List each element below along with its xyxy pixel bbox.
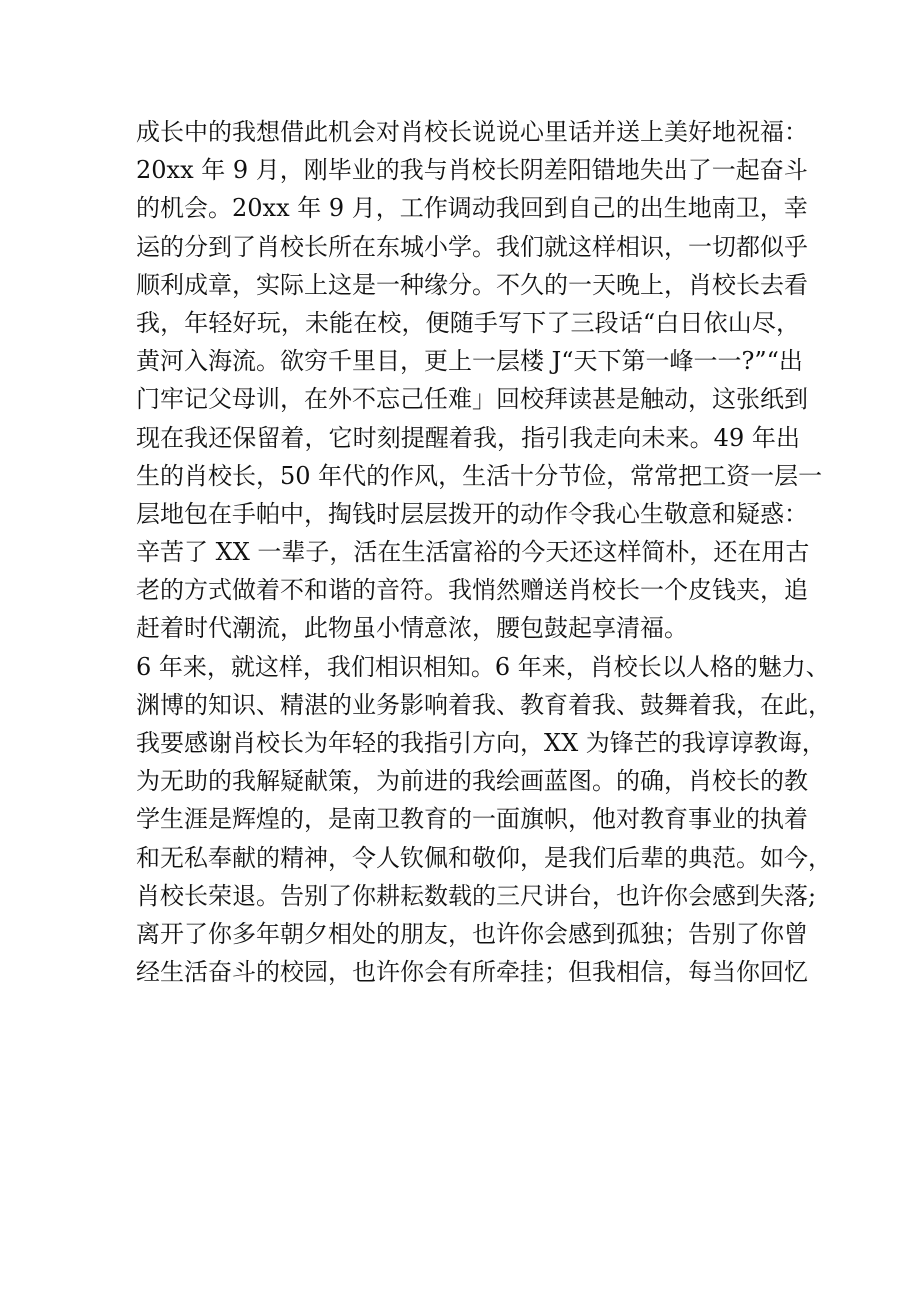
text-line: 学生涯是辉煌的，是南卫教育的一面旗帜，他对教育事业的执着 <box>136 805 808 834</box>
text-line: 赶着时代潮流，此物虽小情意浓，腰包鼓起享清福。 <box>136 614 688 643</box>
text-line: 门牢记父母训，在外不忘己任难」回校拜读甚是触动，这张纸到 <box>136 385 808 414</box>
text-line: 生的肖校长，50 年代的作风，生活十分节俭，常常把工资一层一 <box>136 461 823 490</box>
text-line: 老的方式做着不和谐的音符。我悄然赠送肖校长一个皮钱夹，追 <box>136 576 808 605</box>
text-line: 渊博的知识、精湛的业务影响着我、教育着我、鼓舞着我，在此， <box>136 690 832 719</box>
text-line: 6 年来，就这样，我们相识相知。6 年来，肖校长以人格的魅力、 <box>136 652 830 681</box>
text-line: 为无助的我解疑献策，为前进的我绘画蓝图。的确，肖校长的教 <box>136 767 808 796</box>
text-line: 肖校长荣退。告别了你耕耘数载的三尺讲台，也许你会感到失落; <box>136 881 817 910</box>
text-line: 辛苦了 XX 一辈子，活在生活富裕的今天还这样简朴，还在用古 <box>136 538 810 567</box>
text-line: 现在我还保留着，它时刻提醒着我，指引我走向未来。49 年出 <box>136 423 800 452</box>
text-line: 我要感谢肖校长为年轻的我指引方向，XX 为锋芒的我谆谆教诲， <box>136 729 826 757</box>
text-line: 20xx 年 9 月，刚毕业的我与肖校长阴差阳错地失出了一起奋斗 <box>136 156 808 185</box>
text-line: 顺利成章，实际上这是一种缘分。不久的一天晚上，肖校长去看 <box>136 270 808 299</box>
text-line: 经生活奋斗的校园，也许你会有所牵挂；但我相信，每当你回忆 <box>136 958 808 987</box>
text-line: 离开了你多年朝夕相处的朋友，也许你会感到孤独；告别了你曾 <box>136 919 808 948</box>
text-line: 成长中的我想借此机会对肖校长说说心里话并送上美好地祝福： <box>136 118 808 146</box>
text-line: 我，年轻好玩，未能在校，便随手写下了三段话“白日依山尽， <box>136 308 800 337</box>
text-line: 运的分到了肖校长所在东城小学。我们就这样相识，一切都似乎 <box>136 232 808 261</box>
text-line: 黄河入海流。欲穷千里目，更上一层楼 J“天下第一峰一一?”“出 <box>136 347 803 376</box>
text-line: 和无私奉献的精神，令人钦佩和敬仰，是我们后辈的典范。如今， <box>136 843 832 872</box>
text-line: 的机会。20xx 年 9 月，工作调动我回到自己的出生地南卫，幸 <box>136 194 808 223</box>
document-body-text <box>136 113 832 991</box>
text-line: 层地包在手帕中，掏钱时层层拨开的动作令我心生敬意和疑惑： <box>136 499 808 528</box>
